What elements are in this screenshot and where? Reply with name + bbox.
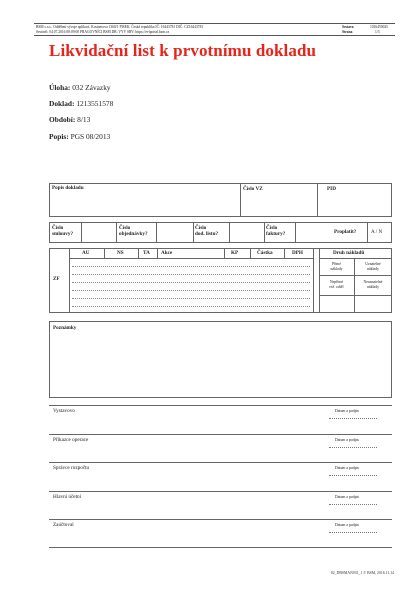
field-obdobi-value: 8/13 (77, 115, 91, 124)
pid-label: PID (327, 186, 336, 192)
druh-bottom-rule (319, 295, 392, 296)
cislo-vz-label: Číslo VZ (243, 186, 263, 192)
header-bottom-rule (34, 35, 395, 36)
poznamky-box (49, 321, 392, 398)
col-akce: Akce (161, 250, 173, 256)
proplatit-label: Proplatit? (334, 229, 357, 235)
field-popis-label: Popis: (49, 132, 69, 141)
field-uloha-label: Úloha: (49, 83, 71, 92)
cislo-faktury-label-1: Číslo (266, 225, 278, 231)
zf-header-rule (69, 258, 313, 259)
col-castka: Částka (257, 250, 273, 256)
field-popis (49, 132, 110, 141)
sign-rule-5 (49, 519, 392, 520)
cislo-objednavky-label-1: Číslo (119, 225, 131, 231)
neprime-2: rež. odtěl (329, 285, 344, 289)
sign-date-1: Datum a podpis (334, 409, 360, 413)
neuznatelne-1: Neuznatelné (363, 280, 383, 284)
druh-mid-divider (354, 258, 355, 313)
zf-entry-row-6 (72, 306, 310, 308)
cisla-divider-3 (156, 222, 157, 243)
col-ns: NS (117, 250, 124, 256)
proplatit-an: A / N (371, 229, 383, 235)
field-uloha-value: 032 Závazky (72, 83, 111, 92)
druh-header-rule (319, 258, 392, 259)
cislo-faktury-label-2: faktury? (266, 231, 286, 237)
sign-role-4: Hlavní účetní (53, 494, 82, 500)
cisla-divider-8 (367, 222, 368, 243)
cisla-divider-4 (193, 222, 194, 243)
uznatelne-2: náklady (366, 267, 380, 271)
cislo-smlouvy-label-2: smlouvy? (52, 231, 74, 237)
cislo-dod-listu-label-2: dod. listu? (195, 231, 219, 237)
cisla-divider-7 (295, 222, 296, 243)
zf-col-divider-4 (224, 248, 225, 258)
sign-role-2: Příkazce operace (53, 437, 89, 443)
sign-date-5: Datum a podpis (334, 523, 360, 527)
sign-rule-bottom (49, 547, 392, 548)
sign-rule-top (49, 405, 392, 406)
cisla-divider-6 (264, 222, 265, 243)
sign-dots-3 (329, 475, 377, 477)
header-strana-label: Strana (342, 30, 353, 34)
zf-label: ZF (53, 276, 60, 282)
sign-role-3: Správce rozpočtu (53, 465, 90, 471)
zf-col-divider-6 (284, 248, 285, 258)
page-footer: 02_DBSMAN031_1 © BSM, 2016.11.14 (330, 571, 394, 575)
druh-mid-rule (319, 275, 392, 276)
zf-col-divider-3 (157, 248, 158, 258)
cisla-divider-2 (116, 222, 117, 243)
sign-dots-5 (329, 532, 377, 534)
col-kp: KP (231, 250, 239, 256)
section-popis-box (49, 183, 392, 217)
zf-col-divider-1 (104, 248, 105, 258)
cisla-divider-1 (81, 222, 82, 243)
col-ta: TA (143, 250, 150, 256)
section-popis-divider-2 (317, 183, 318, 217)
sign-rule-4 (49, 491, 392, 492)
zf-col-divider-2 (138, 248, 139, 258)
section-popis-divider-1 (240, 183, 241, 217)
col-au: AU (82, 250, 90, 256)
zf-entry-row-4 (72, 290, 310, 292)
header-top-rule (34, 23, 395, 24)
druh-nakladu-label: Druh nákladů (333, 250, 365, 256)
field-doklad-label: Doklad: (49, 99, 75, 108)
sign-date-4: Datum a podpis (334, 495, 360, 499)
field-uloha (49, 83, 111, 92)
cislo-dod-listu-label-1: Číslo (195, 225, 207, 231)
col-dph: DPH (292, 250, 303, 256)
primo-naklady-1: Přímé (331, 262, 342, 266)
uznatelne-1: Uznatelné (365, 262, 381, 266)
zf-entry-row-5 (72, 298, 310, 300)
zf-entry-row-2 (72, 274, 310, 276)
neprime-1: Nepřímé (329, 280, 344, 284)
sign-role-1: Vystavovo (53, 408, 75, 414)
sign-date-2: Datum a podpis (334, 438, 360, 442)
druh-outer-left (313, 248, 314, 313)
zf-entry-row-1 (72, 266, 310, 268)
header-created-line: Sestavil: 04.07.2016 08:09:00 PRAGOVNÍCI BSM DB: VYV SRV: https://eviportal.bsm.cz (36, 30, 170, 34)
cislo-smlouvy-label-1: Číslo (52, 225, 64, 231)
popis-dokladu-label: Popis dokladu (52, 185, 84, 191)
header-sestava-value: 1016450025 (370, 25, 388, 29)
field-obdobi (49, 115, 90, 124)
sign-dots-1 (329, 418, 377, 420)
cisla-divider-5 (229, 222, 230, 243)
header-strana-value: 1/3 (375, 30, 380, 34)
poznamky-label: Poznámky (53, 325, 77, 331)
sign-dots-4 (329, 504, 377, 506)
primo-naklady-2: náklady (330, 267, 343, 271)
zf-entry-row-3 (72, 282, 310, 284)
sign-rule-3 (49, 462, 392, 463)
sign-role-5: Zaúčtoval (53, 522, 74, 528)
field-popis-value: PGS 08/2013 (70, 132, 111, 141)
field-doklad-value: 1213551578 (76, 99, 114, 108)
zf-col-divider-5 (250, 248, 251, 258)
field-doklad (49, 99, 113, 108)
cislo-objednavky-label-2: objednávky? (119, 231, 148, 237)
header-company-line: BSM s.r.o., Oddělení vývoje aplikací, Kostnerova 1360/1 PISEK, Česká republika IČ: 16443781 DIČ: CZ16443781 (36, 25, 204, 29)
neuznatelne-2: náklady (366, 285, 380, 289)
header-sestava-label: Sestava (342, 25, 354, 29)
page-title: Likvidační list k prvotnímu dokladu (49, 41, 317, 60)
sign-date-3: Datum a podpis (334, 466, 360, 470)
field-obdobi-label: Období: (49, 115, 76, 124)
sign-dots-2 (329, 447, 377, 449)
sign-rule-2 (49, 434, 392, 435)
